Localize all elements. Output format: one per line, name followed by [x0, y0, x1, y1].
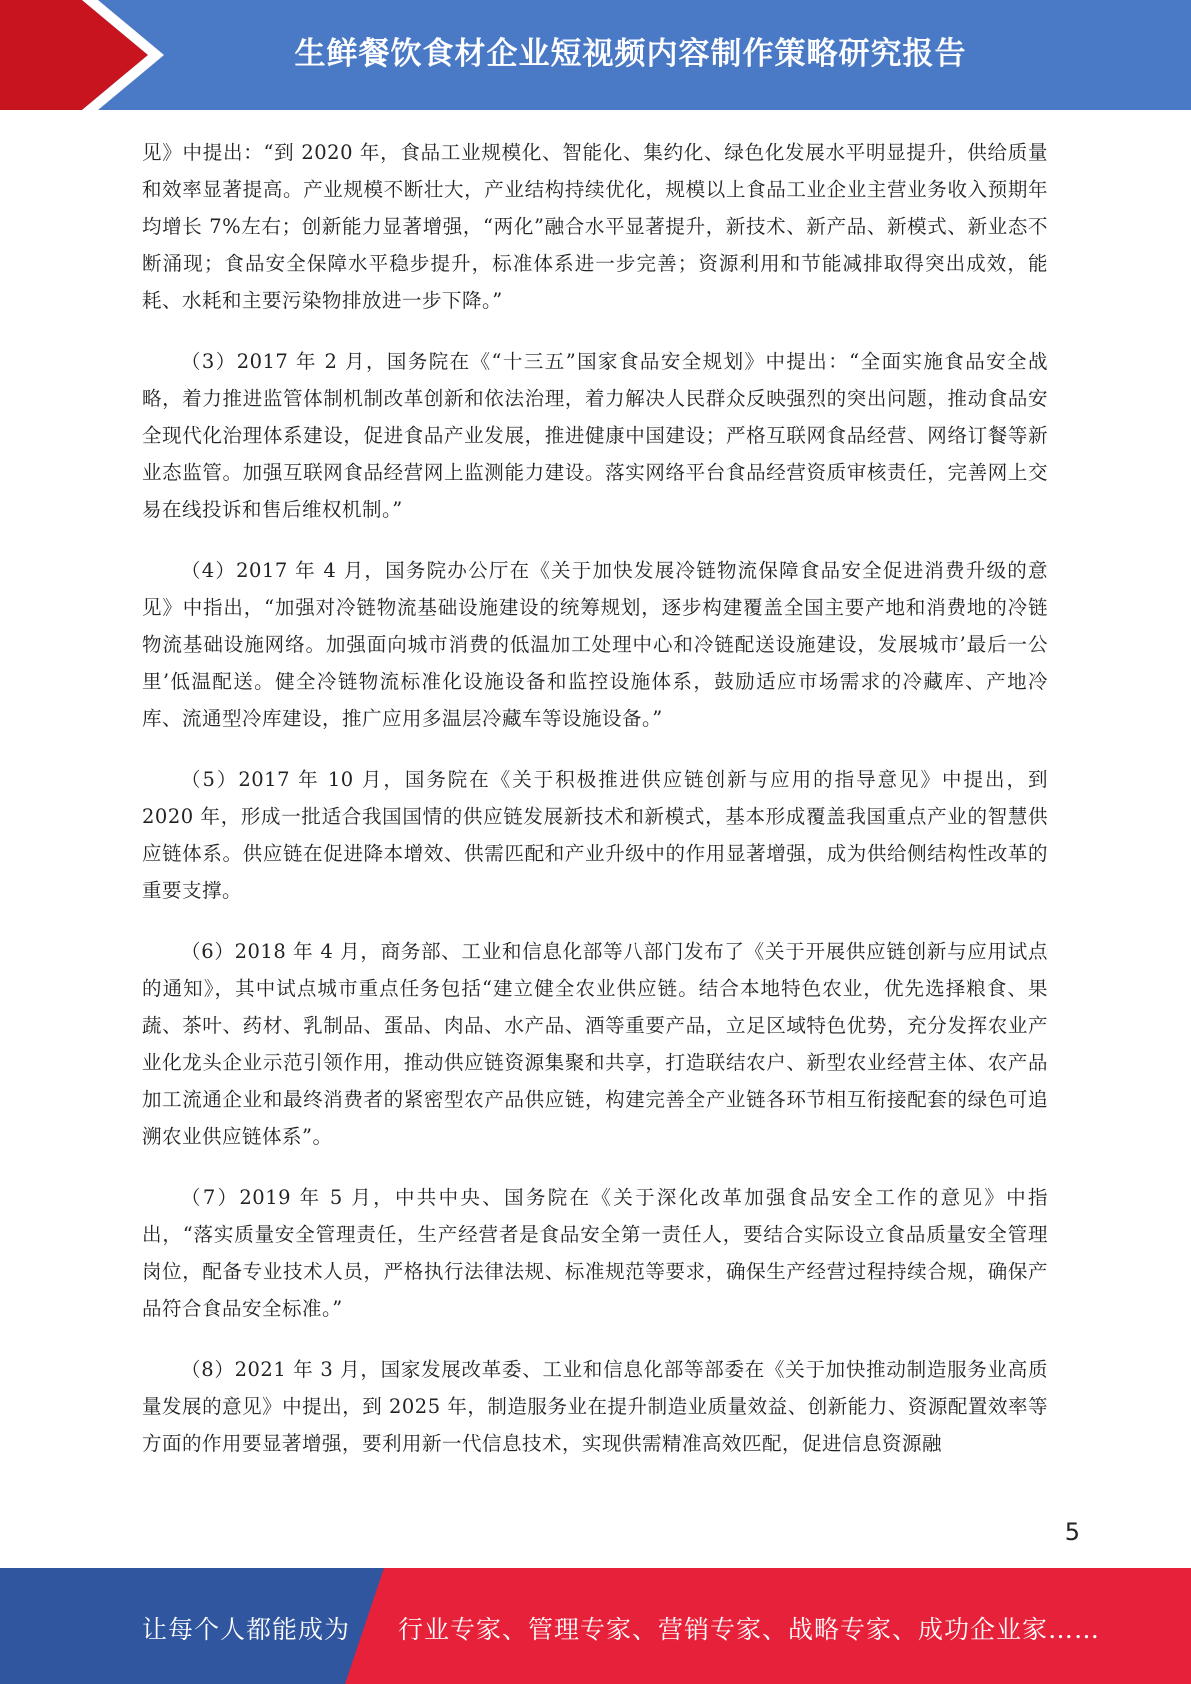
paragraph-item-8: （8）2021 年 3 月，国家发展改革委、工业和信息化部等部委在《关于加快推动制造服务业高质量发展的意见》中提出，到 2025 年，制造服务业在提升制造业质量效益、创新能力、资源配置效率等方面的作用要显著增强，要利用新一代信息技术，实现供需精准高效匹配，促进信息资源融	[142, 1358, 1048, 1455]
paragraph-item-3: （3）2017 年 2 月，国务院在《“十三五”国家食品安全规划》中提出：“全面实施食品安全战略，着力推进监管体制机制改革创新和依法治理，着力解决人民群众反映强烈的突出问题，推动食品安全现代化治理体系建设，促进食品产业发展，推进健康中国建设；严格互联网食品经营、网络订餐等新业态监管。加强互联网食品经营网上监测能力建设。落实网络平台食品经营资质审核责任，完善网上交易在线投诉和售后维权机制。”	[142, 350, 1048, 521]
footer-slogan-right: 行业专家、管理专家、营销专家、战略专家、成功企业家……	[398, 1615, 1101, 1644]
document-body	[142, 134, 1048, 1486]
page-footer	[0, 1568, 1191, 1684]
paragraph-item-5: （5）2017 年 10 月，国务院在《关于积极推进供应链创新与应用的指导意见》中提出，到 2020 年，形成一批适合我国国情的供应链发展新技术和新模式，基本形成覆盖我国重点产业的智慧供应链体系。供应链在促进降本增效、供需匹配和产业升级中的作用显著增强，成为供给侧结构性改革的重要支撑。	[142, 768, 1048, 902]
page-number: 5	[1064, 1518, 1080, 1546]
report-title: 生鲜餐饮食材企业短视频内容制作策略研究报告	[294, 36, 967, 72]
paragraph-item-6: （6）2018 年 4 月，商务部、工业和信息化部等八部门发布了《关于开展供应链创新与应用试点的通知》，其中试点城市重点任务包括“建立健全农业供应链。结合本地特色农业，优先选择粮食、果蔬、茶叶、药材、乳制品、蛋品、肉品、水产品、酒等重要产品，立足区域特色优势，充分发挥农业产业化龙头企业示范引领作用，推动供应链资源集聚和共享，打造联结农户、新型农业经营主体、农产品加工流通企业和最终消费者的紧密型农产品供应链，构建完善全产业链各环节相互衔接配套的绿色可追溯农业供应链体系”。	[142, 940, 1048, 1148]
paragraph-item-4: （4）2017 年 4 月，国务院办公厅在《关于加快发展冷链物流保障食品安全促进消费升级的意见》中指出，“加强对冷链物流基础设施建设的统筹规划，逐步构建覆盖全国主要产地和消费地的冷链物流基础设施网络。加强面向城市消费的低温加工处理中心和冷链配送设施建设，发展城市’最后一公里’低温配送。健全冷链物流标准化设施设备和监控设施体系，鼓励适应市场需求的冷藏库、产地冷库、流通型冷库建设，推广应用多温层冷藏车等设施设备。”	[142, 559, 1048, 730]
page-header	[0, 0, 1191, 110]
paragraph-item-7: （7）2019 年 5 月，中共中央、国务院在《关于深化改革加强食品安全工作的意见》中指出，“落实质量安全管理责任，生产经营者是食品安全第一责任人，要结合实际设立食品质量安全管理岗位，配备专业技术人员，严格执行法律法规、标准规范等要求，确保生产经营过程持续合规，确保产品符合食品安全标准。”	[142, 1186, 1048, 1320]
footer-slogan-left: 让每个人都能成为	[142, 1615, 351, 1644]
paragraph-continuation: 见》中提出：“到 2020 年，食品工业规模化、智能化、集约化、绿色化发展水平明显提升，供给质量和效率显著提高。产业规模不断壮大，产业结构持续优化，规模以上食品工业企业主营业务收入预期年均增长 7%左右；创新能力显著增强，“两化”融合水平显著提升，新技术、新产品、新模式、新业态不断涌现；食品安全保障水平稳步提升，标准体系进一步完善；资源利用和节能减排取得突出成效，能耗、水耗和主要污染物排放进一步下降。”	[142, 141, 1048, 312]
